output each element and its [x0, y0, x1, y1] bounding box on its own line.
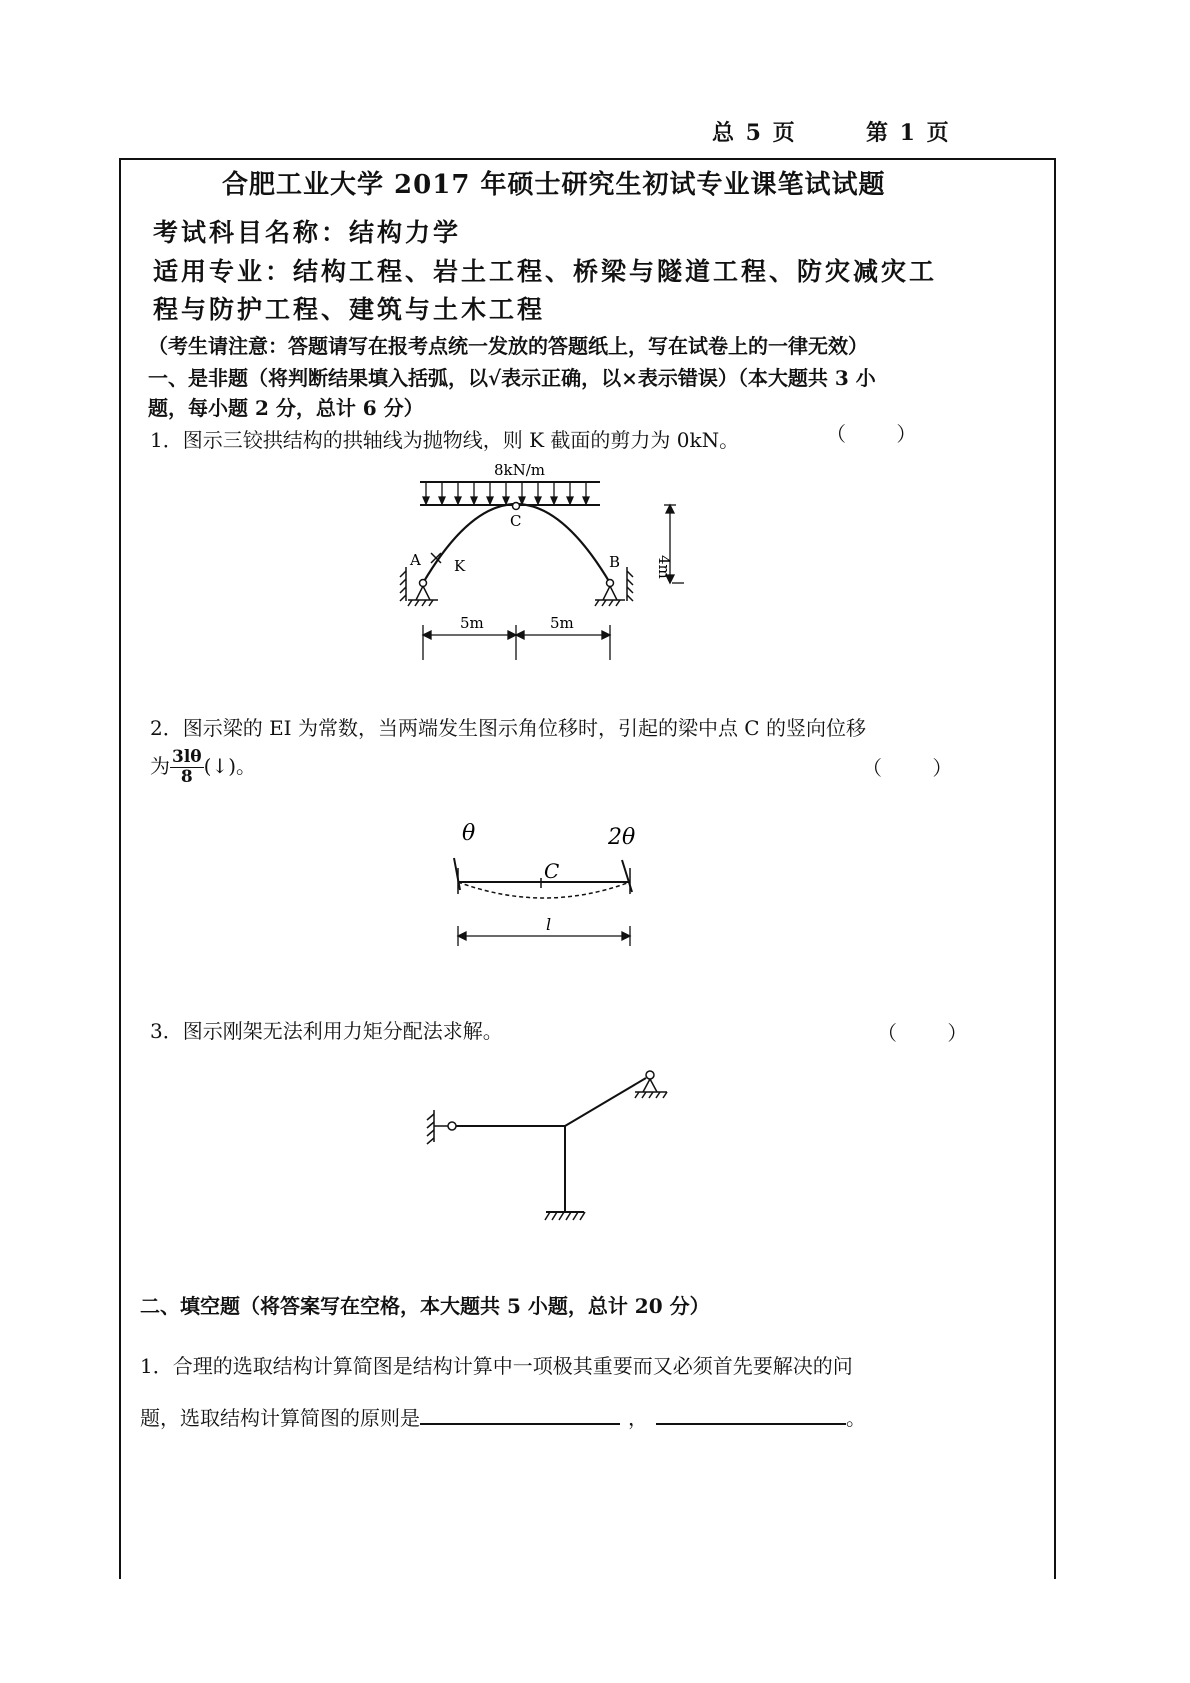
section2-q1-line2	[140, 1402, 866, 1431]
exam-majors-line2: 程与防护工程、建筑与土木工程	[153, 295, 546, 324]
exam-subject: 考试科目名称：结构力学	[153, 218, 462, 247]
left-hinge-support	[427, 1110, 448, 1144]
theta-right-label: 2θ	[608, 825, 636, 850]
span-left-label: 5m	[460, 614, 484, 632]
hinge-b	[607, 580, 614, 587]
q2-prefix: 为	[150, 754, 170, 778]
exam-title: 合肥工业大学 2017 年硕士研究生初试专业课笔试试题	[222, 170, 886, 200]
frame-left-border	[119, 159, 121, 1579]
span-dimension	[423, 625, 610, 660]
left-hinge	[448, 1122, 456, 1130]
q2-suffix: (↓)。	[203, 754, 257, 778]
beam-span-dimension	[458, 926, 630, 946]
q2-text: 2．图示梁的 EI 为常数，当两端发生图示角位移时，引起的梁中点 C 的竖向位移	[150, 716, 866, 740]
load-label: 8kN/m	[494, 461, 546, 479]
frame-right-border	[1054, 159, 1056, 1579]
blank-end-period: 。	[846, 1406, 866, 1430]
inclined-member	[565, 1078, 646, 1126]
answer-blank-1[interactable]	[420, 1405, 620, 1425]
exam-notice: （考生请注意：答题请写在报考点统一发放的答题纸上，写在试卷上的一律无效）	[148, 334, 868, 358]
label-b: B	[609, 553, 621, 571]
answer-blank-2[interactable]	[656, 1405, 846, 1425]
label-c-beam: C	[544, 859, 560, 883]
blank-separator: ，	[628, 1406, 648, 1430]
q2-frac-den: 8	[180, 767, 193, 787]
section1-heading-line1: 一、是非题（将判断结果填入括弧，以√表示正确，以×表示错误）（本大题共 3 小	[148, 366, 876, 390]
exam-majors-line1: 适用专业：结构工程、岩土工程、桥梁与隧道工程、防灾减灾工	[153, 257, 938, 286]
hinge-c	[513, 503, 520, 510]
section2-heading: 二、填空题（将答案写在空格，本大题共 5 小题，总计 20 分）	[140, 1294, 710, 1318]
theta-left-label: θ	[462, 821, 476, 846]
support-a	[400, 567, 438, 606]
beam-rotation-figure	[440, 810, 670, 960]
fixed-support	[545, 1212, 585, 1220]
span-right-label: 5m	[550, 614, 574, 632]
q2-result	[150, 748, 256, 787]
top-right-hinge	[646, 1071, 654, 1079]
q1-answer-paren: （ ）	[826, 422, 939, 446]
three-hinged-arch-figure	[380, 455, 710, 675]
load-arrows	[423, 483, 589, 504]
height-label: 4m	[655, 555, 673, 579]
frame-top-border	[119, 158, 1056, 160]
label-k: K	[454, 557, 466, 575]
q3-answer-paren: （ ）	[877, 1021, 990, 1045]
section2-q1-line1: 1．合理的选取结构计算简图是结构计算中一项极其重要而又必须首先要解决的问	[140, 1354, 853, 1378]
q1-text: 1．图示三铰拱结构的拱轴线为抛物线，则 K 截面的剪力为 0kN。	[150, 428, 740, 452]
section2-q1-line2-text: 题，选取结构计算简图的原则是	[140, 1406, 420, 1430]
span-l-label: l	[546, 915, 552, 934]
support-b	[595, 567, 633, 606]
left-rotation-mark	[454, 858, 460, 890]
q2-fraction	[170, 748, 204, 787]
total-pages: 总 5 页	[712, 120, 797, 146]
label-a: A	[410, 551, 421, 569]
q2-answer-paren: （ ）	[862, 756, 975, 780]
section1-heading-line2: 题，每小题 2 分，总计 6 分）	[148, 396, 424, 420]
hinge-a	[420, 580, 427, 587]
page-number: 第 1 页	[866, 120, 951, 146]
deflected-shape	[458, 882, 630, 898]
q2-frac-num: 3lθ	[172, 747, 202, 767]
label-c: C	[510, 512, 522, 530]
rigid-frame-figure	[420, 1060, 710, 1240]
q3-text: 3．图示刚架无法利用力矩分配法求解。	[150, 1019, 503, 1043]
